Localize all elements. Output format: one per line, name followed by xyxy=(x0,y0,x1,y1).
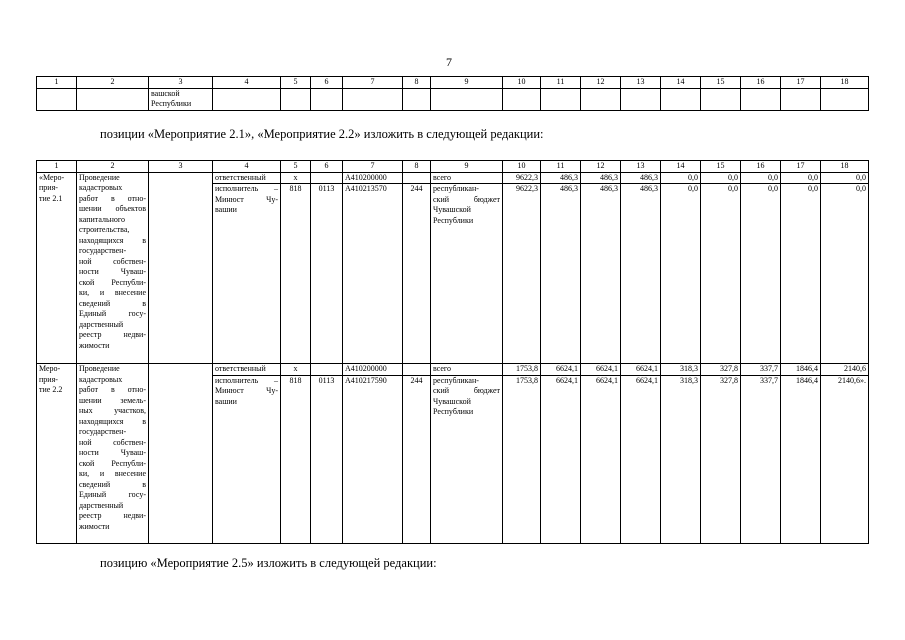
column-header: 14 xyxy=(661,161,701,173)
cell-text: находящихся в xyxy=(79,235,146,245)
table-cell xyxy=(621,88,661,110)
table-cell: 486,3 xyxy=(621,172,661,184)
table-cell xyxy=(503,88,541,110)
responsible-cell: ответственный xyxy=(213,364,281,376)
column-header: 3 xyxy=(149,161,213,173)
cell-text: Республики xyxy=(151,99,192,108)
cell-text: ский бюджет xyxy=(433,194,500,204)
cell-text: ской Республи- xyxy=(79,458,146,468)
table-cell: 318,3 xyxy=(661,364,701,376)
cell-text: реестр недви- xyxy=(79,330,146,339)
column-header: 17 xyxy=(781,161,821,173)
column-header: 7 xyxy=(343,77,403,89)
table-cell: х xyxy=(281,172,311,184)
column-header: 5 xyxy=(281,77,311,89)
table-cell: 318,3 xyxy=(661,375,701,543)
cell-text: Проведение xyxy=(79,172,120,182)
table-cell: всего xyxy=(431,364,503,376)
cell-text: Чувашской xyxy=(433,396,471,406)
table-cell xyxy=(431,184,503,364)
column-header: 4 xyxy=(213,161,281,173)
cell-text: Единый госу- xyxy=(79,309,146,318)
column-header: 2 xyxy=(77,77,149,89)
cell-text: шении земель- xyxy=(79,395,146,405)
table-cell: 9622,3 xyxy=(503,172,541,184)
table-cell: 0,0 xyxy=(741,172,781,184)
cell-text: исполнитель – xyxy=(215,184,278,193)
table-cell xyxy=(403,172,431,184)
table-cell xyxy=(149,88,213,110)
table-cell: 818 xyxy=(281,375,311,543)
table-cell: 486,3 xyxy=(541,184,581,364)
cell-text: республикан- xyxy=(433,375,479,385)
column-header: 12 xyxy=(581,161,621,173)
table-cell: 486,3 xyxy=(581,172,621,184)
table-cell xyxy=(701,88,741,110)
cell-text: ской Республи- xyxy=(79,277,146,287)
table-cell: 486,3 xyxy=(621,184,661,364)
column-header: 11 xyxy=(541,77,581,89)
cell-text: Республики xyxy=(433,407,474,416)
table-cell xyxy=(781,88,821,110)
column-header: 5 xyxy=(281,161,311,173)
cell-text: прия- xyxy=(39,374,58,384)
table-cell: 244 xyxy=(403,375,431,543)
table-cell: 0,0 xyxy=(781,172,821,184)
cell-text: ной собствен- xyxy=(79,437,146,447)
measure-2-1-total-row xyxy=(37,172,869,184)
cell-text: строительства, xyxy=(79,225,130,234)
cell-text: жимости xyxy=(79,340,110,350)
column-header: 16 xyxy=(741,161,781,173)
cell-text: кадастровых xyxy=(79,183,123,192)
table-cell: А410217590 xyxy=(343,375,403,543)
cell-text: реестр недви- xyxy=(79,511,146,520)
table-cell: 337,7 xyxy=(741,375,781,543)
table-cell: А410200000 xyxy=(343,172,403,184)
measures-table xyxy=(36,160,869,544)
table-cell: х xyxy=(281,364,311,376)
measure-description-cell xyxy=(77,364,149,544)
table-cell xyxy=(311,88,343,110)
cell-text: сведений в xyxy=(79,479,146,489)
measure-name-cell xyxy=(37,172,77,364)
cell-text: государствен- xyxy=(79,427,127,436)
cell-text: находящихся в xyxy=(79,416,146,426)
table-cell: 0,0 xyxy=(701,172,741,184)
cell-text: ности Чуваш- xyxy=(79,448,146,457)
column-header: 10 xyxy=(503,77,541,89)
cell-text: Республики xyxy=(433,215,474,225)
table-cell xyxy=(431,375,503,543)
column-header: 16 xyxy=(741,77,781,89)
table-cell: 6624,1 xyxy=(541,375,581,543)
column-header: 18 xyxy=(821,161,869,173)
table-cell: всего xyxy=(431,172,503,184)
cell-text: вашии xyxy=(215,396,237,406)
column-header: 14 xyxy=(661,77,701,89)
column-header: 1 xyxy=(37,161,77,173)
table-cell: А410200000 xyxy=(343,364,403,376)
cell-text: кадастровых xyxy=(79,374,123,384)
table-cell: 6624,1 xyxy=(621,364,661,376)
table-cell xyxy=(403,88,431,110)
cell-text: Минюст Чу- xyxy=(215,194,278,204)
column-header: 9 xyxy=(431,161,503,173)
table-cell xyxy=(541,88,581,110)
table-cell: 1753,8 xyxy=(503,364,541,376)
table-cell: 6624,1 xyxy=(541,364,581,376)
table-cell xyxy=(581,88,621,110)
cell-text: тие 2.2 xyxy=(39,385,63,394)
measure-description-cell xyxy=(77,172,149,364)
cell-text: работ в отно- xyxy=(79,193,146,203)
table-cell xyxy=(403,364,431,376)
column-header: 7 xyxy=(343,161,403,173)
measure-2-2-total-row xyxy=(37,364,869,376)
table-cell: 0,0 xyxy=(821,184,869,364)
column-header: 13 xyxy=(621,77,661,89)
responsible-cell xyxy=(213,184,281,364)
header-row xyxy=(37,161,869,173)
column-header: 10 xyxy=(503,161,541,173)
table-cell: 486,3 xyxy=(581,184,621,364)
table-row xyxy=(37,88,869,110)
measure-name-cell xyxy=(37,364,77,544)
cell-text: ной собствен- xyxy=(79,256,146,266)
table-cell: 0,0 xyxy=(781,184,821,364)
table-cell: 0113 xyxy=(311,375,343,543)
responsible-cell: ответственный xyxy=(213,172,281,184)
table-cell: 818 xyxy=(281,184,311,364)
table-cell: 0,0 xyxy=(661,172,701,184)
responsible-cell xyxy=(213,375,281,543)
cell-text: тие 2.1 xyxy=(39,193,63,203)
table-cell: 2140,6». xyxy=(821,375,869,543)
table-cell: 6624,1 xyxy=(581,364,621,376)
column-header: 8 xyxy=(403,77,431,89)
cell-text: ки, и внесение xyxy=(79,469,146,478)
table-cell: 0,0 xyxy=(661,184,701,364)
cell-text: дарственный xyxy=(79,500,124,510)
column-header: 12 xyxy=(581,77,621,89)
cell-text: ности Чуваш- xyxy=(79,267,146,276)
cell-text: сведений в xyxy=(79,298,146,308)
column-header: 6 xyxy=(311,161,343,173)
table-cell: А410213570 xyxy=(343,184,403,364)
table-cell xyxy=(149,364,213,544)
table-cell: 327,8 xyxy=(701,364,741,376)
column-header: 18 xyxy=(821,77,869,89)
cell-text: Чувашской xyxy=(433,205,471,214)
table-cell xyxy=(37,88,77,110)
cell-text: дарственный xyxy=(79,319,124,329)
table-cell: 6624,1 xyxy=(581,375,621,543)
column-header: 15 xyxy=(701,161,741,173)
cell-text: Минюст Чу- xyxy=(215,386,278,395)
cell-text: Единый госу- xyxy=(79,490,146,499)
cell-text: государствен- xyxy=(79,246,127,255)
column-header: 17 xyxy=(781,77,821,89)
table-cell xyxy=(311,364,343,376)
table-cell: 327,8 xyxy=(701,375,741,543)
column-header: 1 xyxy=(37,77,77,89)
cell-text: вашской xyxy=(151,88,180,98)
cell-text: Проведение xyxy=(79,364,120,373)
column-header: 6 xyxy=(311,77,343,89)
table-cell: 0,0 xyxy=(701,184,741,364)
table-cell: 244 xyxy=(403,184,431,364)
cell-text: республикан- xyxy=(433,184,479,193)
cell-text: работ в отно- xyxy=(79,385,146,394)
table-cell xyxy=(281,88,311,110)
column-header: 8 xyxy=(403,161,431,173)
table-cell: 1846,4 xyxy=(781,364,821,376)
cell-text: ский бюджет xyxy=(433,386,500,395)
table-cell: 1846,4 xyxy=(781,375,821,543)
cell-text: прия- xyxy=(39,183,58,192)
page-number: 7 xyxy=(446,55,452,69)
table-cell: 1753,8 xyxy=(503,375,541,543)
cell-text: ки, и внесение xyxy=(79,288,146,297)
column-header: 4 xyxy=(213,77,281,89)
table-cell xyxy=(77,88,149,110)
table-cell: 9622,3 xyxy=(503,184,541,364)
table-cell: 0113 xyxy=(311,184,343,364)
cell-text: шении объектов xyxy=(79,204,146,213)
cell-text: капитального xyxy=(79,214,125,224)
cell-text: жимости xyxy=(79,521,110,531)
table-cell: 6624,1 xyxy=(621,375,661,543)
instruction-paragraph: позиции «Мероприятие 2.1», «Мероприятие 2.2» изложить в следующей редакции: xyxy=(100,127,544,141)
table-cell xyxy=(431,88,503,110)
column-header: 15 xyxy=(701,77,741,89)
column-header: 2 xyxy=(77,161,149,173)
table-cell xyxy=(149,172,213,364)
table-cell xyxy=(343,88,403,110)
table-cell xyxy=(821,88,869,110)
table-cell xyxy=(741,88,781,110)
continuation-table xyxy=(36,76,869,111)
cell-text: исполнитель – xyxy=(215,375,278,385)
table-cell xyxy=(661,88,701,110)
table-cell xyxy=(213,88,281,110)
table-cell: 0,0 xyxy=(821,172,869,184)
table-cell: 337,7 xyxy=(741,364,781,376)
column-header: 3 xyxy=(149,77,213,89)
cell-text: «Меро- xyxy=(39,172,65,182)
column-header: 11 xyxy=(541,161,581,173)
column-header: 13 xyxy=(621,161,661,173)
cell-text: вашии xyxy=(215,205,237,214)
table-cell: 486,3 xyxy=(541,172,581,184)
instruction-paragraph: позицию «Мероприятие 2.5» изложить в следующей редакции: xyxy=(100,556,437,570)
table-cell: 2140,6 xyxy=(821,364,869,376)
column-header: 9 xyxy=(431,77,503,89)
header-row xyxy=(37,77,869,89)
table-cell xyxy=(311,172,343,184)
cell-text: Меро- xyxy=(39,364,61,373)
cell-text: ных участков, xyxy=(79,406,146,415)
table-cell: 0,0 xyxy=(741,184,781,364)
